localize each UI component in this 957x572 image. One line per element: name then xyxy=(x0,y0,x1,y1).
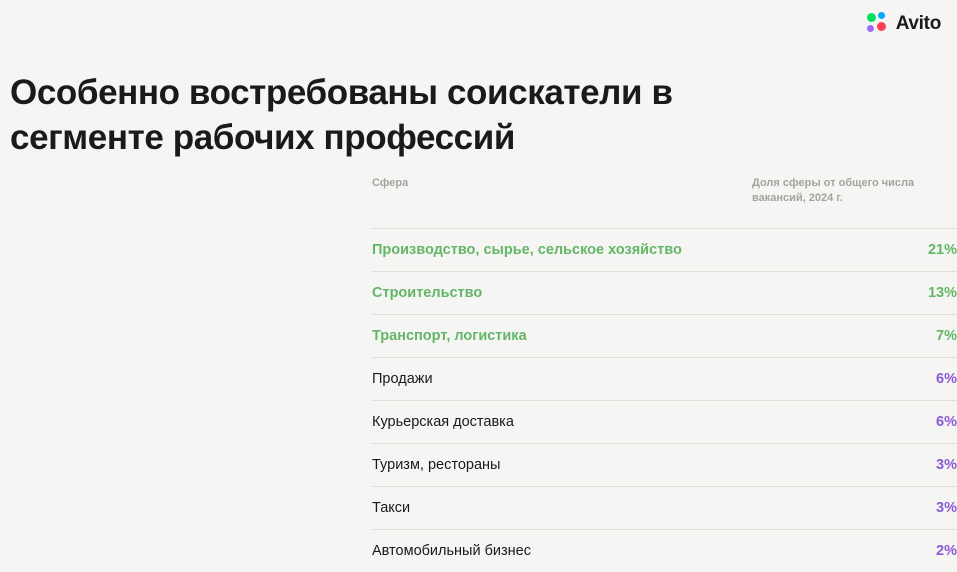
sphere-share-value: 6% xyxy=(752,357,957,400)
page-title: Особенно востребованы соискатели в сегменте рабочих профессий xyxy=(10,73,673,158)
sphere-share-value: 3% xyxy=(752,443,957,486)
sphere-share-value: 2% xyxy=(752,529,957,572)
sphere-share-value: 13% xyxy=(752,271,957,314)
sphere-name: Транспорт, логистика xyxy=(372,314,752,357)
sphere-name: Курьерская доставка xyxy=(372,400,752,443)
sphere-name: Строительство xyxy=(372,271,752,314)
sphere-name: Такси xyxy=(372,486,752,529)
sphere-share-value: 21% xyxy=(752,228,957,271)
table-row xyxy=(372,529,957,572)
sphere-share-value: 7% xyxy=(752,314,957,357)
table-row xyxy=(372,357,957,400)
vacancy-share-table xyxy=(372,176,957,572)
sphere-name: Производство, сырье, сельское хозяйство xyxy=(372,228,752,271)
table-row xyxy=(372,271,957,314)
sphere-share-value: 3% xyxy=(752,486,957,529)
sphere-name: Туризм, рестораны xyxy=(372,443,752,486)
column-header-sphere: Сфера xyxy=(372,177,409,189)
table-row xyxy=(372,486,957,529)
table-row xyxy=(372,443,957,486)
table-row xyxy=(372,228,957,271)
brand-name: Avito xyxy=(895,12,941,34)
table-row xyxy=(372,400,957,443)
column-header-share: Доля сферы от общего числа вакансий, 2024 г. xyxy=(752,177,915,204)
sphere-name: Продажи xyxy=(372,357,752,400)
table-header-row xyxy=(372,176,957,228)
sphere-share-value: 6% xyxy=(752,400,957,443)
avito-dots-logo-icon xyxy=(867,12,889,34)
sphere-name: Автомобильный бизнес xyxy=(372,529,752,572)
avito-logo xyxy=(867,12,941,34)
table-row xyxy=(372,314,957,357)
